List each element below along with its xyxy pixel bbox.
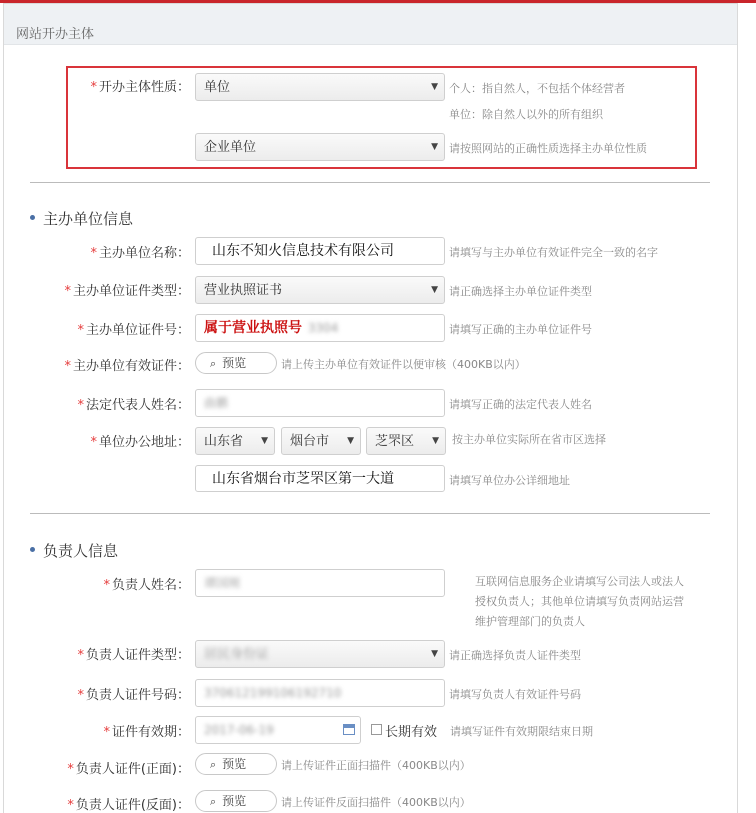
owner-cert-type-label-box (40, 644, 190, 662)
sponsor-cert-no-label-box (40, 319, 190, 337)
legal-rep-label: 法定代表人姓名： (85, 398, 190, 413)
required-mark: * (77, 323, 84, 338)
sponsor-cert-type-label: 主办单位证件类型： (72, 284, 190, 299)
chevron-down-icon: ▼ (431, 82, 438, 92)
city-value: 烟台市 (290, 434, 330, 449)
owner-cert-type-label: 负责人证件类型： (85, 648, 190, 663)
divider (30, 513, 710, 514)
owner-name-input[interactable] (195, 569, 445, 597)
bullet-icon (30, 547, 35, 552)
sponsor-valid-cert-hint: 请上传主办单位有效证件以便审核（400KB以内） (281, 358, 526, 371)
valid-date-label: 证件有效期： (111, 725, 190, 740)
sponsor-cert-type-value: 营业执照证书 (204, 283, 283, 298)
owner-cert-no-label-box (40, 684, 190, 702)
required-mark: * (103, 578, 110, 593)
owner-name-value: 谭国刚 (204, 576, 241, 590)
sponsor-name-value: 山东不知火信息技术有限公司 (212, 243, 394, 259)
legal-rep-value: 曲鹏 (204, 396, 229, 410)
address-detail-value: 山东省烟台市芝罘区第一大道 (212, 471, 394, 487)
required-mark: * (67, 762, 74, 777)
owner-name-hint-1: 互联网信息服务企业请填写公司法人或法人 (475, 575, 684, 588)
sponsor-cert-type-hint: 请正确选择主办单位证件类型 (449, 285, 592, 298)
legal-rep-input[interactable] (195, 389, 445, 417)
chevron-down-icon: ▼ (261, 436, 268, 446)
section-sponsor-title: 主办单位信息 (30, 208, 133, 229)
section-owner-title: 负责人信息 (30, 540, 118, 561)
valid-date-value: 2017-06-19 (204, 723, 274, 737)
district-value: 芝罘区 (375, 434, 415, 449)
required-mark: * (77, 648, 84, 663)
city-select[interactable] (281, 427, 361, 455)
address-detail-hint: 请填写单位办公详细地址 (449, 474, 570, 487)
province-value: 山东省 (204, 434, 244, 449)
magnifier-icon: ⌕ (210, 758, 217, 771)
district-select[interactable] (366, 427, 446, 455)
nature-label: 开办主体性质： (98, 80, 190, 95)
valid-date-input[interactable] (195, 716, 361, 744)
magnifier-icon: ⌕ (210, 357, 217, 370)
nature-hint-person: 个人：指自然人，不包括个体经营者 (449, 82, 625, 95)
required-mark: * (77, 398, 84, 413)
front-label-box (40, 758, 190, 776)
sponsor-preview-button[interactable]: ⌕ 预览 (195, 352, 277, 374)
divider (30, 182, 710, 183)
panel-header (4, 4, 737, 45)
owner-cert-no-input[interactable] (195, 679, 445, 707)
owner-name-label: 负责人姓名： (111, 578, 190, 593)
sponsor-cert-no-label: 主办单位证件号： (85, 323, 190, 338)
required-mark: * (64, 284, 71, 299)
sponsor-name-label: 主办单位名称： (98, 246, 190, 261)
required-mark: * (67, 798, 74, 813)
legal-rep-label-box (40, 394, 190, 412)
nature-hint-unit: 单位：除自然人以外的所有组织 (449, 108, 603, 121)
required-mark: * (77, 688, 84, 703)
front-hint: 请上传证件正面扫描件（400KB以内） (281, 759, 471, 772)
address-label: 单位办公地址： (98, 435, 190, 450)
unit-type-value: 企业单位 (204, 140, 257, 155)
owner-name-label-box (40, 574, 190, 592)
sponsor-cert-type-label-box (40, 280, 190, 298)
legal-rep-hint: 请填写正确的法定代表人姓名 (449, 398, 592, 411)
owner-cert-no-label: 负责人证件号码： (85, 688, 190, 703)
chevron-down-icon: ▼ (347, 436, 354, 446)
owner-name-hint-3: 维护管理部门的负责人 (475, 615, 585, 628)
back-preview-button[interactable]: ⌕ 预览 (195, 790, 277, 812)
sponsor-valid-cert-label: 主办单位有效证件： (72, 359, 190, 374)
valid-date-label-box (40, 721, 190, 739)
nature-label-box (40, 76, 190, 94)
front-preview-button[interactable]: ⌕ 预览 (195, 753, 277, 775)
required-mark: * (90, 80, 97, 95)
owner-cert-type-value: 居民身份证 (204, 647, 270, 662)
address-label-box (40, 431, 190, 449)
owner-cert-no-hint: 请填写负责人有效证件号码 (449, 688, 581, 701)
chevron-down-icon: ▼ (431, 285, 438, 295)
owner-cert-type-hint: 请正确选择负责人证件类型 (449, 649, 581, 662)
owner-cert-type-select[interactable] (195, 640, 445, 668)
sponsor-cert-no-input[interactable] (195, 314, 445, 342)
panel-title: 网站开办主体 (16, 27, 95, 42)
sponsor-name-label-box (40, 242, 190, 260)
owner-cert-no-value: 370612199106192710 (204, 686, 342, 700)
valid-date-hint: 请填写证件有效期限结束日期 (450, 725, 593, 738)
bullet-icon (30, 215, 35, 220)
magnifier-icon: ⌕ (210, 795, 217, 808)
nature-select[interactable] (195, 73, 445, 101)
required-mark: * (103, 725, 110, 740)
owner-name-hint-2: 授权负责人；其他单位请填写负责网站运营 (475, 595, 684, 608)
sponsor-name-hint: 请填写与主办单位有效证件完全一致的名字 (449, 246, 658, 259)
unit-type-hint: 请按照网站的正确性质选择主办单位性质 (449, 142, 647, 155)
address-detail-input[interactable] (195, 465, 445, 492)
chevron-down-icon: ▼ (431, 649, 438, 659)
sponsor-valid-cert-label-box (40, 355, 190, 373)
sponsor-cert-no-blurred: 3304 (307, 321, 339, 335)
calendar-icon[interactable] (343, 724, 355, 735)
back-label-box (40, 794, 190, 812)
sponsor-cert-type-select[interactable] (195, 276, 445, 304)
sponsor-name-input[interactable] (195, 237, 445, 265)
long-term-checkbox[interactable] (371, 724, 382, 735)
nature-select-value: 单位 (204, 80, 231, 95)
sponsor-cert-no-annotation: 属于营业执照号 (204, 320, 302, 336)
chevron-down-icon: ▼ (432, 436, 439, 446)
back-label: 负责人证件(反面)： (75, 798, 190, 813)
unit-type-select[interactable] (195, 133, 445, 161)
required-mark: * (90, 246, 97, 261)
required-mark: * (90, 435, 97, 450)
long-term-label: 长期有效 (385, 725, 438, 740)
chevron-down-icon: ▼ (431, 142, 438, 152)
back-hint: 请上传证件反面扫描件（400KB以内） (281, 796, 471, 809)
sponsor-cert-no-hint: 请填写正确的主办单位证件号 (449, 323, 592, 336)
front-label: 负责人证件(正面)： (75, 762, 190, 777)
address-hint: 按主办单位实际所在省市区选择 (452, 433, 606, 446)
required-mark: * (64, 359, 71, 374)
province-select[interactable] (195, 427, 275, 455)
